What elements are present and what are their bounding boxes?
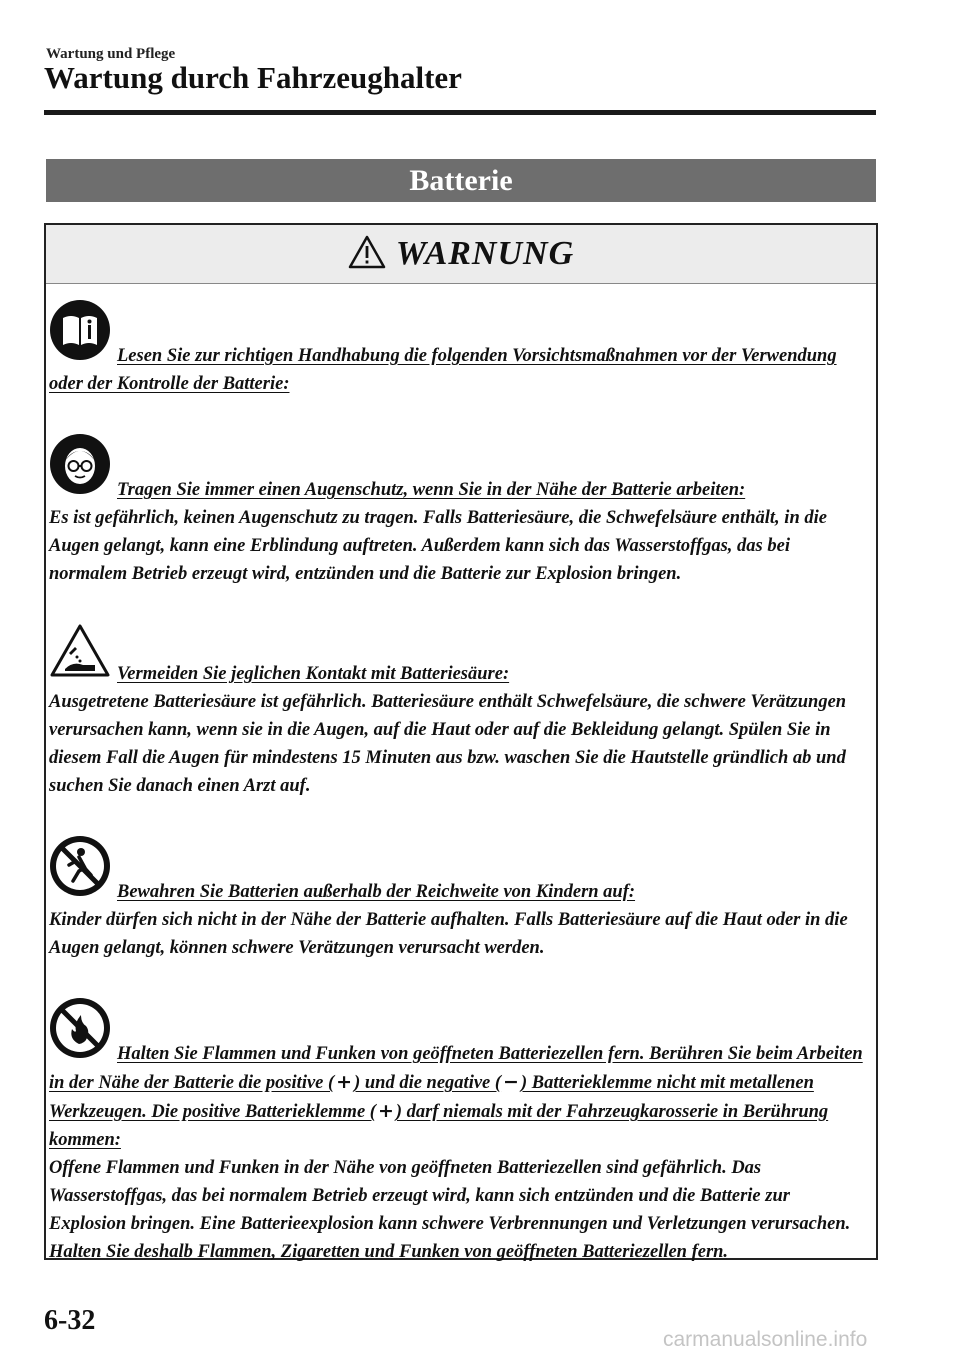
warning-lead: Bewahren Sie Batterien außerhalb der Reichweite von Kindern auf:: [117, 882, 636, 902]
chapter-label: Wartung und Pflege: [46, 46, 176, 62]
warning-item-flames: [49, 997, 870, 1266]
warning-text: Es ist gefährlich, keinen Augenschutz zu tragen. Falls Batteriesäure, die Schwefelsäure enthält, in die Augen gelangt, kann eine Erblindung auftreten. Außerdem kann sich das Wasserstoffgas, das bei normalem Betrieb erzeugt wird, entzünden und die Batterie zur Explosion bringen.: [49, 508, 827, 584]
warning-box: [44, 223, 878, 1260]
lead-part: Halten Sie Flammen und Funken von geöffneten Batteriezellen fern. Berühren Sie beim Arbeiten in der Nähe der Batterie die positive (: [49, 1044, 863, 1093]
warning-text: Ausgetretene Batteriesäure ist gefährlich. Batteriesäure enthält Schwefelsäure, die schwere Verätzungen verursachen kann, wenn sie in die Augen, auf die Haut oder auf die Bekleidung gelangt. Spülen Sie in diesem Fall die Augen für mindestens 15 Minuten aus bzw. waschen Sie die Hautstelle gründlich ab und suchen Sie danach einen Arzt auf.: [49, 692, 847, 796]
page-number: 6-32: [44, 1305, 96, 1336]
keep-children-away-icon: [49, 835, 111, 906]
corrosive-acid-icon: [49, 623, 111, 688]
warning-item-children: [49, 835, 870, 962]
warning-text: Kinder dürfen sich nicht in der Nähe der Batterie aufhalten. Falls Batteriesäure auf die Haut oder in die Augen gelangt, können schwere Verätzungen verursacht werden.: [49, 910, 848, 958]
watermark: carmanualsonline.info: [663, 1328, 868, 1351]
manual-info-icon: [49, 299, 111, 370]
warning-item-battery-acid: [49, 623, 870, 800]
warning-text: Offene Flammen und Funken in der Nähe von geöffneten Batteriezellen sind gefährlich. Das Wasserstoffgas, das bei normalem Betrieb erzeugt wird, kann sich entzünden und die Batterie zur Explosion bringen. Eine Batterieexplosion kann schwere Verbrennungen und Verletzungen verursachen. Halten Sie deshalb Flammen, Zigaretten und Funken von geöffneten Batteriezellen fern.: [49, 1158, 851, 1262]
no-flames-icon: [49, 997, 111, 1068]
lead-part: ) Batterieklemme nicht mit metallenen Werkzeugen. Die positive Batterieklemme (: [49, 1073, 814, 1122]
warning-title: WARNUNG: [395, 235, 575, 272]
warning-header: [46, 225, 876, 284]
section-heading: Batterie: [46, 159, 876, 202]
warning-item-eye-protection: [49, 433, 870, 588]
plus-symbol: +: [336, 1071, 353, 1093]
lead-part: ) darf niemals mit der Fahrzeugkarosserie in Berührung kommen:: [49, 1102, 829, 1150]
warning-body: [46, 284, 876, 1266]
minus-symbol: −: [503, 1071, 519, 1093]
lead-part: ) und die negative (: [354, 1073, 502, 1093]
header-divider: [44, 110, 876, 115]
eye-protection-icon: [49, 433, 111, 504]
warning-item-read-manual: [49, 299, 870, 398]
page-title: Wartung durch Fahrzeughalter: [44, 60, 462, 95]
warning-triangle-icon: [348, 235, 386, 274]
warning-lead: Vermeiden Sie jeglichen Kontakt mit Batteriesäure:: [117, 664, 510, 684]
plus-symbol: +: [377, 1100, 394, 1122]
warning-lead: [49, 1044, 863, 1150]
warning-lead: Lesen Sie zur richtigen Handhabung die folgenden Vorsichtsmaßnahmen vor der Verwendung oder der Kontrolle der Batterie:: [49, 346, 837, 394]
warning-lead: Tragen Sie immer einen Augenschutz, wenn Sie in der Nähe der Batterie arbeiten:: [117, 480, 746, 500]
